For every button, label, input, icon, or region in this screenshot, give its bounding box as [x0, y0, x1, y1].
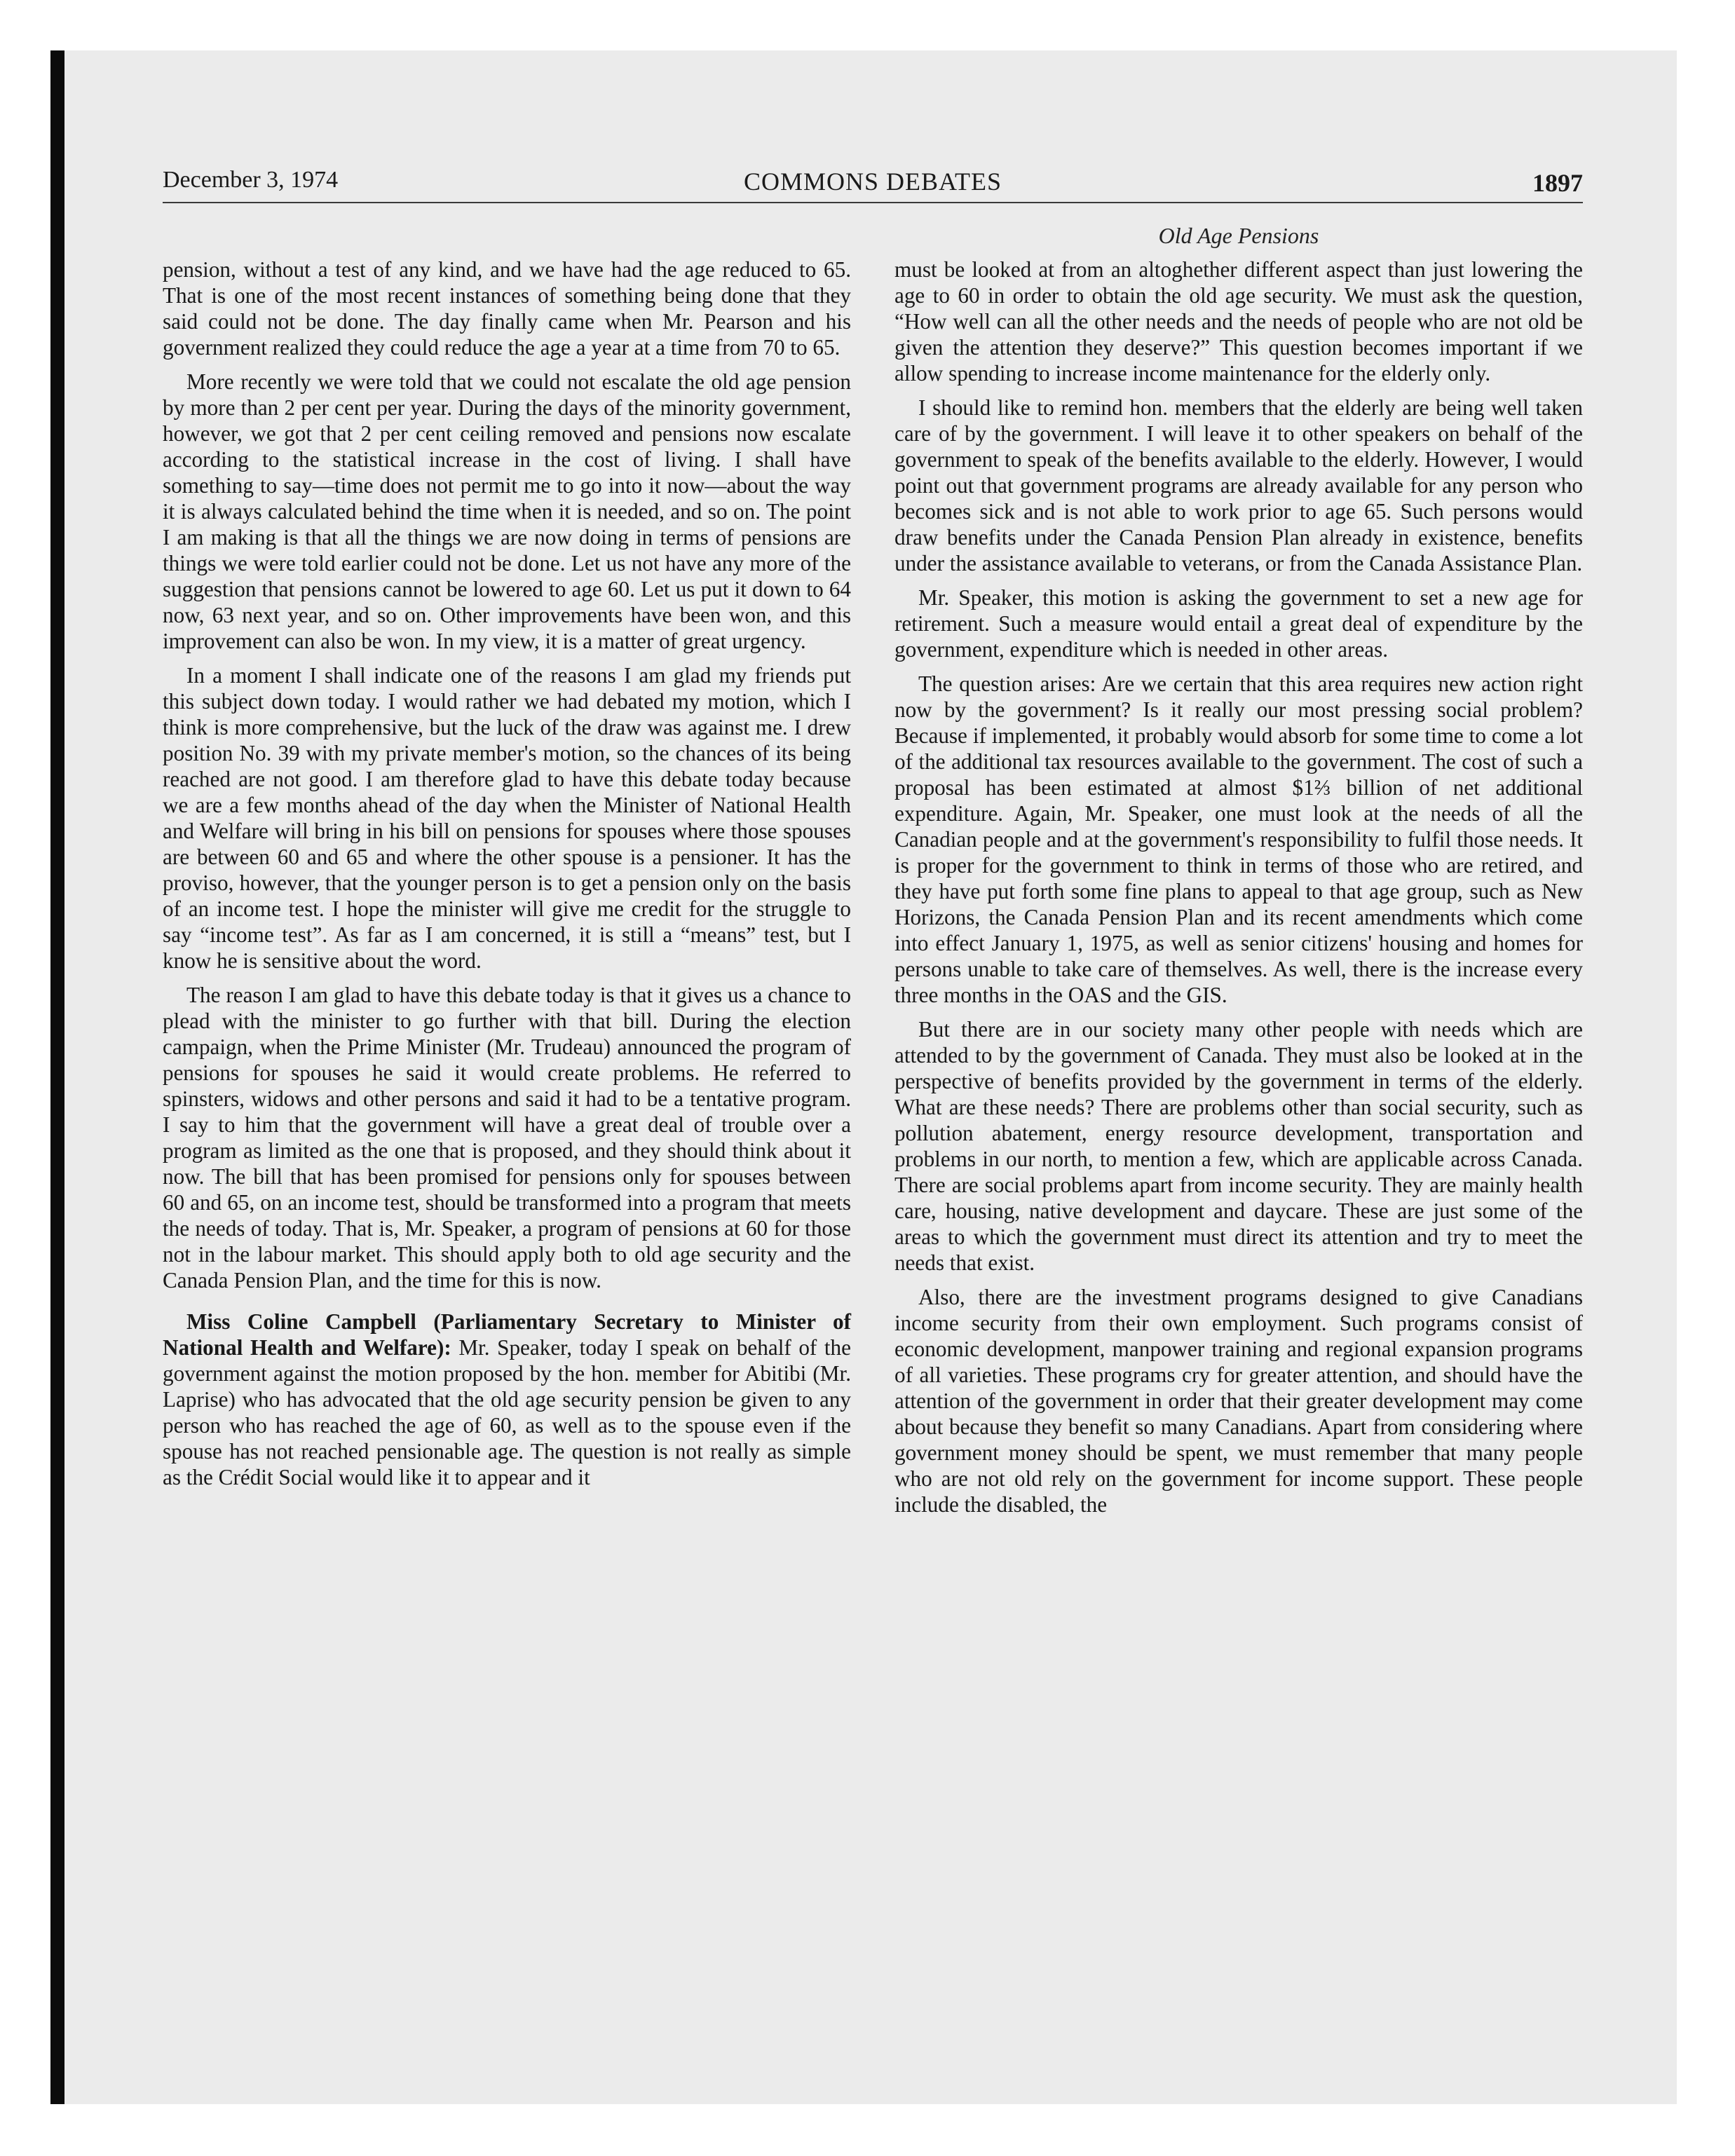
- right-column: [894, 257, 1583, 1953]
- paragraph: More recently we were told that we could not escalate the old age pension by more than 2 per cent per year. During the days of the minority government, however, we got that 2 per cent ceiling removed and pensions now escalate according to the statistical increase in the cost of living. I shall have something to say—time does not permit me to go into it now—about the way it is always calculated behind the time when it is needed, and so on. The point I am making is that all the things we are now doing in terms of pensions are things we were told earlier could not be done. Let us not have any more of the suggestion that pensions cannot be lowered to age 60. Let us put it down to 64 now, 63 next year, and so on. Other improvements have been won, and this improvement can also be won. In my view, it is a matter of great urgency.: [163, 369, 851, 653]
- section-running-head: Old Age Pensions: [1158, 223, 1319, 248]
- paragraph: In a moment I shall indicate one of the reasons I am glad my friends put this subject down today. I would rather we had debated my motion, which I think is more comprehensive, but the luck of the draw was against me. I drew position No. 39 with my private member's motion, so the chances of its being reached are not good. I am therefore glad to have this debate today because we are a few months ahead of the day when the Minister of National Health and Welfare will bring in his bill on pensions for spouses where those spouses are between 60 and 65 and where the other spouse is a pensioner. It has the proviso, however, that the younger person is to get a pension only on the basis of an income test. I hope the minister will give me credit for the struggle to say “income test”. As far as I am concerned, it is still a “means” test, but I know he is sensitive about the word.: [163, 663, 851, 973]
- speech-text: Mr. Speaker, today I speak on behalf of the government against the motion proposed by the hon. member for Abitibi (Mr. Laprise) who has advocated that the old age security pension be given to any person who has reached the age of 60, as well as to the spouse even if the spouse has not reached pensionable age. The question is not really as simple as the Crédit Social would like it to appear and it: [163, 1335, 851, 1489]
- page-header: [163, 163, 1583, 205]
- header-date: December 3, 1974: [163, 167, 339, 193]
- scan-edge: [50, 50, 64, 2104]
- paragraph: I should like to remind hon. members that the elderly are being well taken care of by the government. I will leave it to other speakers on behalf of the government to speak of the benefits available to the elderly. However, I would point out that government programs are already available for any person who becomes sick and is not able to work prior to age 65. Such persons would draw benefits under the Canada Pension Plan already in existence, benefits under the assistance available to veterans, or from the Canada Assistance Plan.: [894, 395, 1583, 575]
- speaker-name: Miss Coline Campbell (Parliamentary Secretary to Minister of National Health and Welfare):: [163, 1309, 851, 1360]
- paragraph: But there are in our society many other people with needs which are attended to by the government of Canada. They must also be looked at in the perspective of benefits provided by the government in terms of the elderly. What are these needs? There are problems other than social security, such as pollution abatement, energy resource development, transportation and problems in our north, to mention a few, which are applicable across Canada. There are social problems apart from income security. They are mainly health care, housing, native development and daycare. These are just some of the areas to which the government must direct its attention and try to meet the needs that exist.: [894, 1017, 1583, 1275]
- paragraph: The reason I am glad to have this debate today is that it gives us a chance to plead with the minister to go further with that bill. During the election campaign, when the Prime Minister (Mr. Trudeau) announced the program of pensions for spouses he said it would create problems. He referred to spinsters, widows and other persons and said it had to be a tentative program. I say to him that the government will have a great deal of trouble over a program as limited as the one that is proposed, and they should think about it now. The bill that has been promised for pensions only for spouses between 60 and 65, on an income test, should be transformed into a program that meets the needs of today. That is, Mr. Speaker, a program of pensions at 60 for those not in the labour market. This should apply both to old age security and the Canada Pension Plan, and the time for this is now.: [163, 983, 851, 1292]
- left-column: [163, 257, 851, 1953]
- speech-paragraph: [163, 1309, 851, 1490]
- header-publication: COMMONS DEBATES: [743, 168, 1002, 196]
- paragraph: Mr. Speaker, this motion is asking the government to set a new age for retirement. Such a measure would entail a great deal of expenditure by the government, expenditure which is needed in other areas.: [894, 585, 1583, 662]
- header-rule: [163, 202, 1583, 203]
- paragraph: Also, there are the investment programs designed to give Canadians income security from their own employment. Such programs consist of economic development, manpower training and regional expansion programs of all varieties. These programs cry for greater attention, and should have the attention of the government in order that their greater development may come about because they benefit so many Canadians. Apart from considering where government money should be spent, we must remember that many people who are not old rely on the government for income support. These people include the disabled, the: [894, 1285, 1583, 1517]
- page-number: 1897: [1532, 169, 1583, 197]
- paragraph: must be looked at from an altoghether different aspect than just lowering the age to 60 in order to obtain the old age security. We must ask the question, “How well can all the other needs and the needs of people who are not old be given the attention they deserve?” This question becomes important if we allow spending to increase income maintenance for the elderly only.: [894, 257, 1583, 386]
- paragraph: pension, without a test of any kind, and we have had the age reduced to 65. That is one of the most recent instances of something being done that they said could not be done. The day finally came when Mr. Pearson and his government realized they could reduce the age a year at a time from 70 to 65.: [163, 257, 851, 360]
- paragraph: The question arises: Are we certain that this area requires new action right now by the government? Is it really our most pressing social problem? Because if implemented, it probably would absorb for some time to come a lot of the additional tax resources available to the government. The cost of such a proposal has been estimated at almost $1⅔ billion of net additional expenditure. Again, Mr. Speaker, one must look at the needs of all the Canadian people and at the government's responsibility to fulfil those needs. It is proper for the government to think in terms of those who are retired, and they have put forth some fine plans to appeal to that age group, such as New Horizons, the Canada Pension Plan and its recent amendments which come into effect January 1, 1975, as well as senior citizens' housing and homes for persons unable to take care of themselves. As well, there is the increase every three months in the OAS and the GIS.: [894, 671, 1583, 1007]
